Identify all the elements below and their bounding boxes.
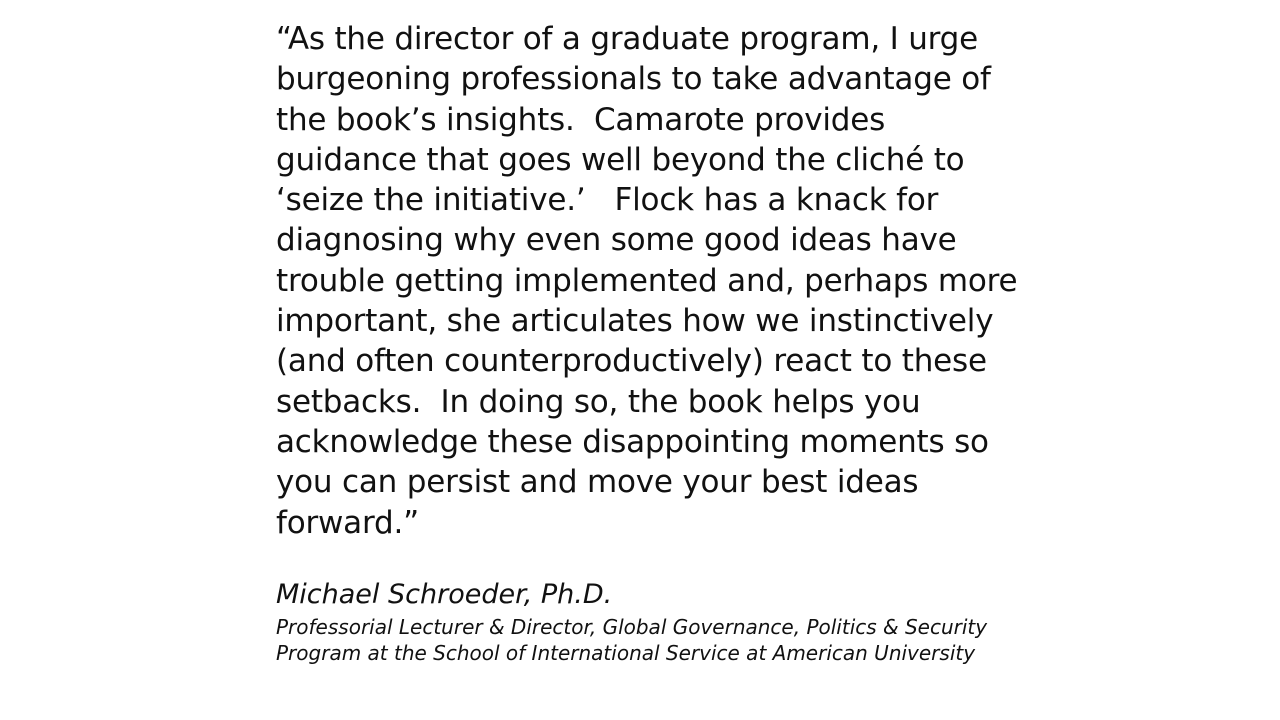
quote-line: trouble getting implemented and, perhaps more (276, 262, 1018, 299)
author-name: Michael Schroeder, Ph.D. (276, 579, 613, 610)
quote-line: (and often counterproductively) react to these (276, 343, 987, 380)
quote-line: the book’s insights. Camarote provides (276, 101, 886, 138)
quote-line: burgeoning professionals to take advantage of (276, 61, 991, 98)
quote-line: acknowledge these disappointing moments so (276, 423, 989, 460)
quote-line: forward.” (276, 504, 419, 541)
quote-line: “As the director of a graduate program, I urge (276, 21, 979, 57)
quote-line: setbacks. In doing so, the book helps you (276, 383, 921, 420)
author-title-line: Professorial Lecturer & Director, Global Governance, Politics & Security (276, 615, 988, 639)
quote-line: important, she articulates how we instinctively (276, 303, 994, 340)
quote-line: diagnosing why even some good ideas have (276, 222, 957, 259)
author-title-line: Program at the School of International Service at American University (276, 641, 976, 665)
attribution (276, 576, 1216, 666)
quote-line: you can persist and move your best ideas (276, 464, 919, 501)
testimonial-quote (276, 19, 1216, 543)
quote-line: guidance that goes well beyond the cliché to (276, 141, 965, 178)
quote-line: ‘seize the initiative.’ Flock has a knack for (276, 182, 939, 219)
